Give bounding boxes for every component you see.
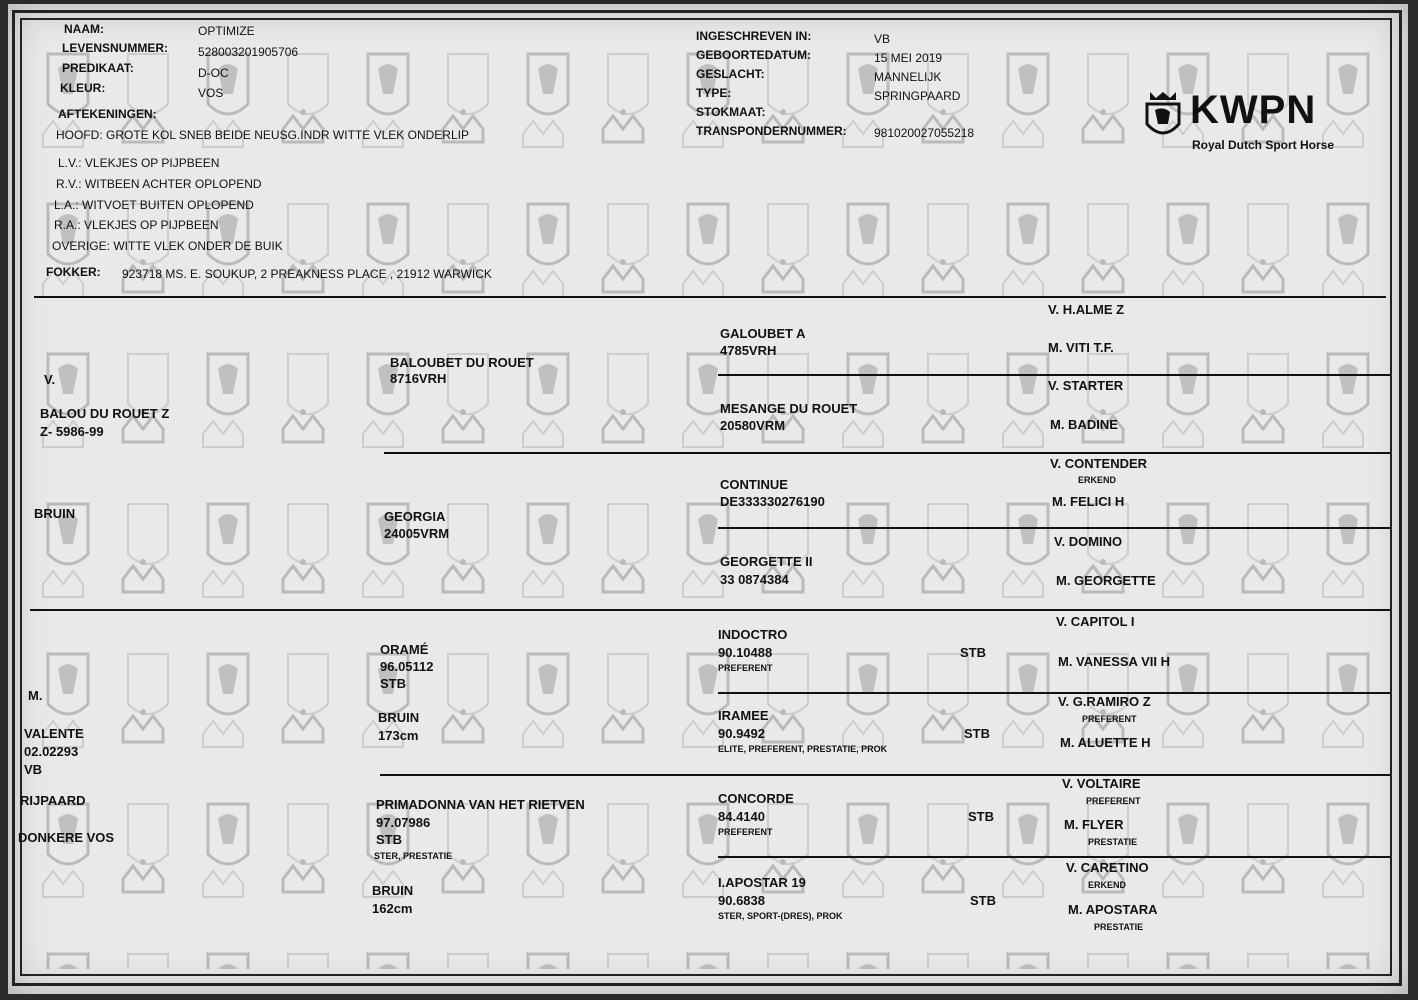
gen2-divider-1 bbox=[384, 452, 1390, 454]
kwpn-logo-text: KWPN bbox=[1190, 88, 1317, 132]
gen2-dam-dam-number: 97.07986 bbox=[376, 815, 431, 830]
gen3-4-name: GEORGETTE II bbox=[720, 554, 813, 569]
type-value: SPRINGPAARD bbox=[874, 89, 961, 103]
sire-name: BALOU DU ROUET Z bbox=[40, 406, 170, 421]
dam-studbook: VB bbox=[24, 762, 43, 777]
ingeschreven-value: VB bbox=[874, 32, 891, 46]
ingeschreven-label: INGESCHREVEN IN: bbox=[696, 29, 812, 43]
kleur-label: KLEUR: bbox=[60, 81, 106, 95]
gen2-dam-dam-name: PRIMADONNA VAN HET RIETVEN bbox=[376, 797, 585, 812]
gen4-16-predicate: PRESTATIE bbox=[1094, 922, 1144, 932]
gen3-8-predicate: STER, SPORT-(DRES), PROK bbox=[718, 911, 843, 921]
gen4-12-name: M. ALUETTE H bbox=[1060, 735, 1151, 750]
pedigree-certificate bbox=[8, 4, 1408, 994]
fokker-value: 923718 MS. E. SOUKUP, 2 PREAKNESS PLACE , 21912 WARWICK bbox=[122, 267, 492, 281]
gen4-14-name: M. FLYER bbox=[1064, 817, 1124, 832]
sire-color: BRUIN bbox=[34, 506, 76, 521]
gen3-6-name: IRAMEE bbox=[718, 708, 769, 723]
gen3-8-name: I.APOSTAR 19 bbox=[718, 875, 806, 890]
markings-label: AFTEKENINGEN: bbox=[58, 107, 157, 121]
gen3-1-number: 4785VRH bbox=[720, 343, 777, 358]
gen2-dam-sire-name: ORAMÉ bbox=[380, 642, 429, 657]
gen4-2-name: M. VITI T.F. bbox=[1048, 340, 1114, 355]
stokmaat-label: STOKMAAT: bbox=[696, 105, 766, 119]
gen3-6-predicate: ELITE, PREFERENT, PRESTATIE, PROK bbox=[718, 744, 888, 754]
gen4-13-name: V. VOLTAIRE bbox=[1062, 776, 1141, 791]
gen2-dam-dam-predicate: STER, PRESTATIE bbox=[374, 851, 453, 861]
kwpn-logo bbox=[1144, 82, 1374, 162]
gen2-divider-2 bbox=[380, 774, 1390, 776]
predikaat-label: PREDIKAAT: bbox=[62, 61, 134, 75]
gen3-3-number: DE333330276190 bbox=[720, 494, 825, 509]
gen4-3-name: V. STARTER bbox=[1048, 378, 1124, 393]
gen4-16-name: M. APOSTARA bbox=[1068, 902, 1158, 917]
predikaat-value: D-OC bbox=[198, 66, 229, 80]
markings-rv: R.V.: WITBEEN ACHTER OPLOPEND bbox=[56, 177, 262, 191]
fokker-label: FOKKER: bbox=[46, 265, 101, 279]
gen3-5-name: INDOCTRO bbox=[718, 627, 788, 642]
dam-color: DONKERE VOS bbox=[18, 830, 115, 845]
gen3-2-name: MESANGE DU ROUET bbox=[720, 401, 858, 416]
markings-la: L.A.: WITVOET BUITEN OPLOPEND bbox=[54, 198, 254, 212]
transponder-value: 981020027055218 bbox=[874, 126, 975, 140]
geboortedatum-label: GEBOORTEDATUM: bbox=[696, 48, 812, 62]
gen3-5-predicate: PREFERENT bbox=[718, 663, 773, 673]
gen2-dam-sire-number: 96.05112 bbox=[380, 659, 434, 674]
gen3-divider-4 bbox=[718, 856, 1390, 858]
gen2-dam-dam-color: BRUIN bbox=[372, 883, 414, 898]
geslacht-value: MANNELIJK bbox=[874, 70, 942, 84]
gen3-7-number: 84.4140 bbox=[718, 809, 765, 824]
gen3-divider-1 bbox=[718, 374, 1390, 376]
gen3-divider-2 bbox=[718, 527, 1390, 529]
markings-ra: R.A.: VLEKJES OP PIJPBEEN bbox=[54, 218, 219, 232]
gen4-15-name: V. CARETINO bbox=[1066, 860, 1149, 875]
pedigree-mid-line bbox=[30, 609, 1390, 611]
gen3-7-name: CONCORDE bbox=[718, 791, 794, 806]
gen3-1-name: GALOUBET A bbox=[720, 326, 806, 341]
gen4-1-name: V. H.ALME Z bbox=[1048, 302, 1125, 317]
gen2-dam-dam-studbook: STB bbox=[376, 832, 402, 847]
gen2-dam-dam-height: 162cm bbox=[372, 901, 413, 916]
kleur-value: VOS bbox=[198, 86, 224, 100]
dam-prefix: M. bbox=[28, 688, 43, 703]
gen3-5-studbook: STB bbox=[960, 645, 986, 660]
gen4-6-name: M. FELICI H bbox=[1052, 494, 1125, 509]
gen3-8-number: 90.6838 bbox=[718, 893, 765, 908]
kwpn-logo-subtitle: Royal Dutch Sport Horse bbox=[1192, 138, 1335, 152]
gen4-13-predicate: PREFERENT bbox=[1086, 796, 1141, 806]
gen2-dam-sire-studbook: STB bbox=[380, 676, 406, 691]
geslacht-label: GESLACHT: bbox=[696, 67, 765, 81]
gen4-11-predicate: PREFERENT bbox=[1082, 714, 1137, 724]
markings-overige: OVERIGE: WITTE VLEK ONDER DE BUIK bbox=[52, 239, 283, 253]
gen4-4-name: M. BADINE bbox=[1050, 417, 1118, 432]
gen3-2-number: 20580VRM bbox=[720, 418, 786, 433]
gen4-9-name: V. CAPITOL I bbox=[1056, 614, 1135, 629]
gen2-sire-dam-name: GEORGIA bbox=[384, 509, 446, 524]
gen2-sire-dam-number: 24005VRM bbox=[384, 526, 450, 541]
levensnummer-value: 528003201905706 bbox=[198, 45, 299, 59]
gen3-6-studbook: STB bbox=[964, 726, 990, 741]
gen4-8-name: M. GEORGETTE bbox=[1056, 573, 1156, 588]
gen3-7-predicate: PREFERENT bbox=[718, 827, 773, 837]
gen3-3-name: CONTINUE bbox=[720, 477, 788, 492]
gen2-dam-sire-color: BRUIN bbox=[378, 710, 420, 725]
gen3-divider-3 bbox=[718, 692, 1390, 694]
type-label: TYPE: bbox=[696, 86, 732, 100]
levensnummer-label: LEVENSNUMMER: bbox=[62, 41, 169, 55]
gen3-5-number: 90.10488 bbox=[718, 645, 773, 660]
gen3-4-number: 33 0874384 bbox=[720, 572, 789, 587]
gen2-sire-sire-number: 8716VRH bbox=[390, 371, 447, 386]
gen3-8-studbook: STB bbox=[970, 893, 996, 908]
gen4-5-name: V. CONTENDER bbox=[1050, 456, 1148, 471]
markings-lv: L.V.: VLEKJES OP PIJPBEEN bbox=[58, 156, 220, 170]
gen2-sire-sire-name: BALOUBET DU ROUET bbox=[390, 355, 534, 370]
gen4-7-name: V. DOMINO bbox=[1054, 534, 1123, 549]
gen4-5-predicate: ERKEND bbox=[1078, 475, 1117, 485]
gen4-11-name: V. G.RAMIRO Z bbox=[1058, 694, 1151, 709]
sire-number: Z- 5986-99 bbox=[40, 424, 104, 439]
dam-number: 02.02293 bbox=[24, 744, 79, 759]
pedigree-top-line bbox=[34, 296, 1386, 298]
gen3-6-number: 90.9492 bbox=[718, 726, 765, 741]
dam-type: RIJPAARD bbox=[20, 793, 86, 808]
sire-prefix: V. bbox=[44, 372, 56, 387]
gen4-10-name: M. VANESSA VII H bbox=[1058, 654, 1170, 669]
geboortedatum-value: 15 MEI 2019 bbox=[874, 51, 943, 65]
gen4-15-predicate: ERKEND bbox=[1088, 880, 1127, 890]
gen3-7-studbook: STB bbox=[968, 809, 994, 824]
dam-name: VALENTE bbox=[24, 726, 84, 741]
kwpn-shield-icon bbox=[1144, 90, 1182, 140]
markings-head: HOOFD: GROTE KOL SNEB BEIDE NEUSG.INDR WITTE VLEK ONDERLIP bbox=[56, 128, 469, 142]
naam-label: NAAM: bbox=[64, 22, 104, 36]
naam-value: OPTIMIZE bbox=[198, 24, 255, 38]
gen4-14-predicate: PRESTATIE bbox=[1088, 837, 1138, 847]
transponder-label: TRANSPONDERNUMMER: bbox=[696, 124, 847, 138]
gen2-dam-sire-height: 173cm bbox=[378, 728, 419, 743]
